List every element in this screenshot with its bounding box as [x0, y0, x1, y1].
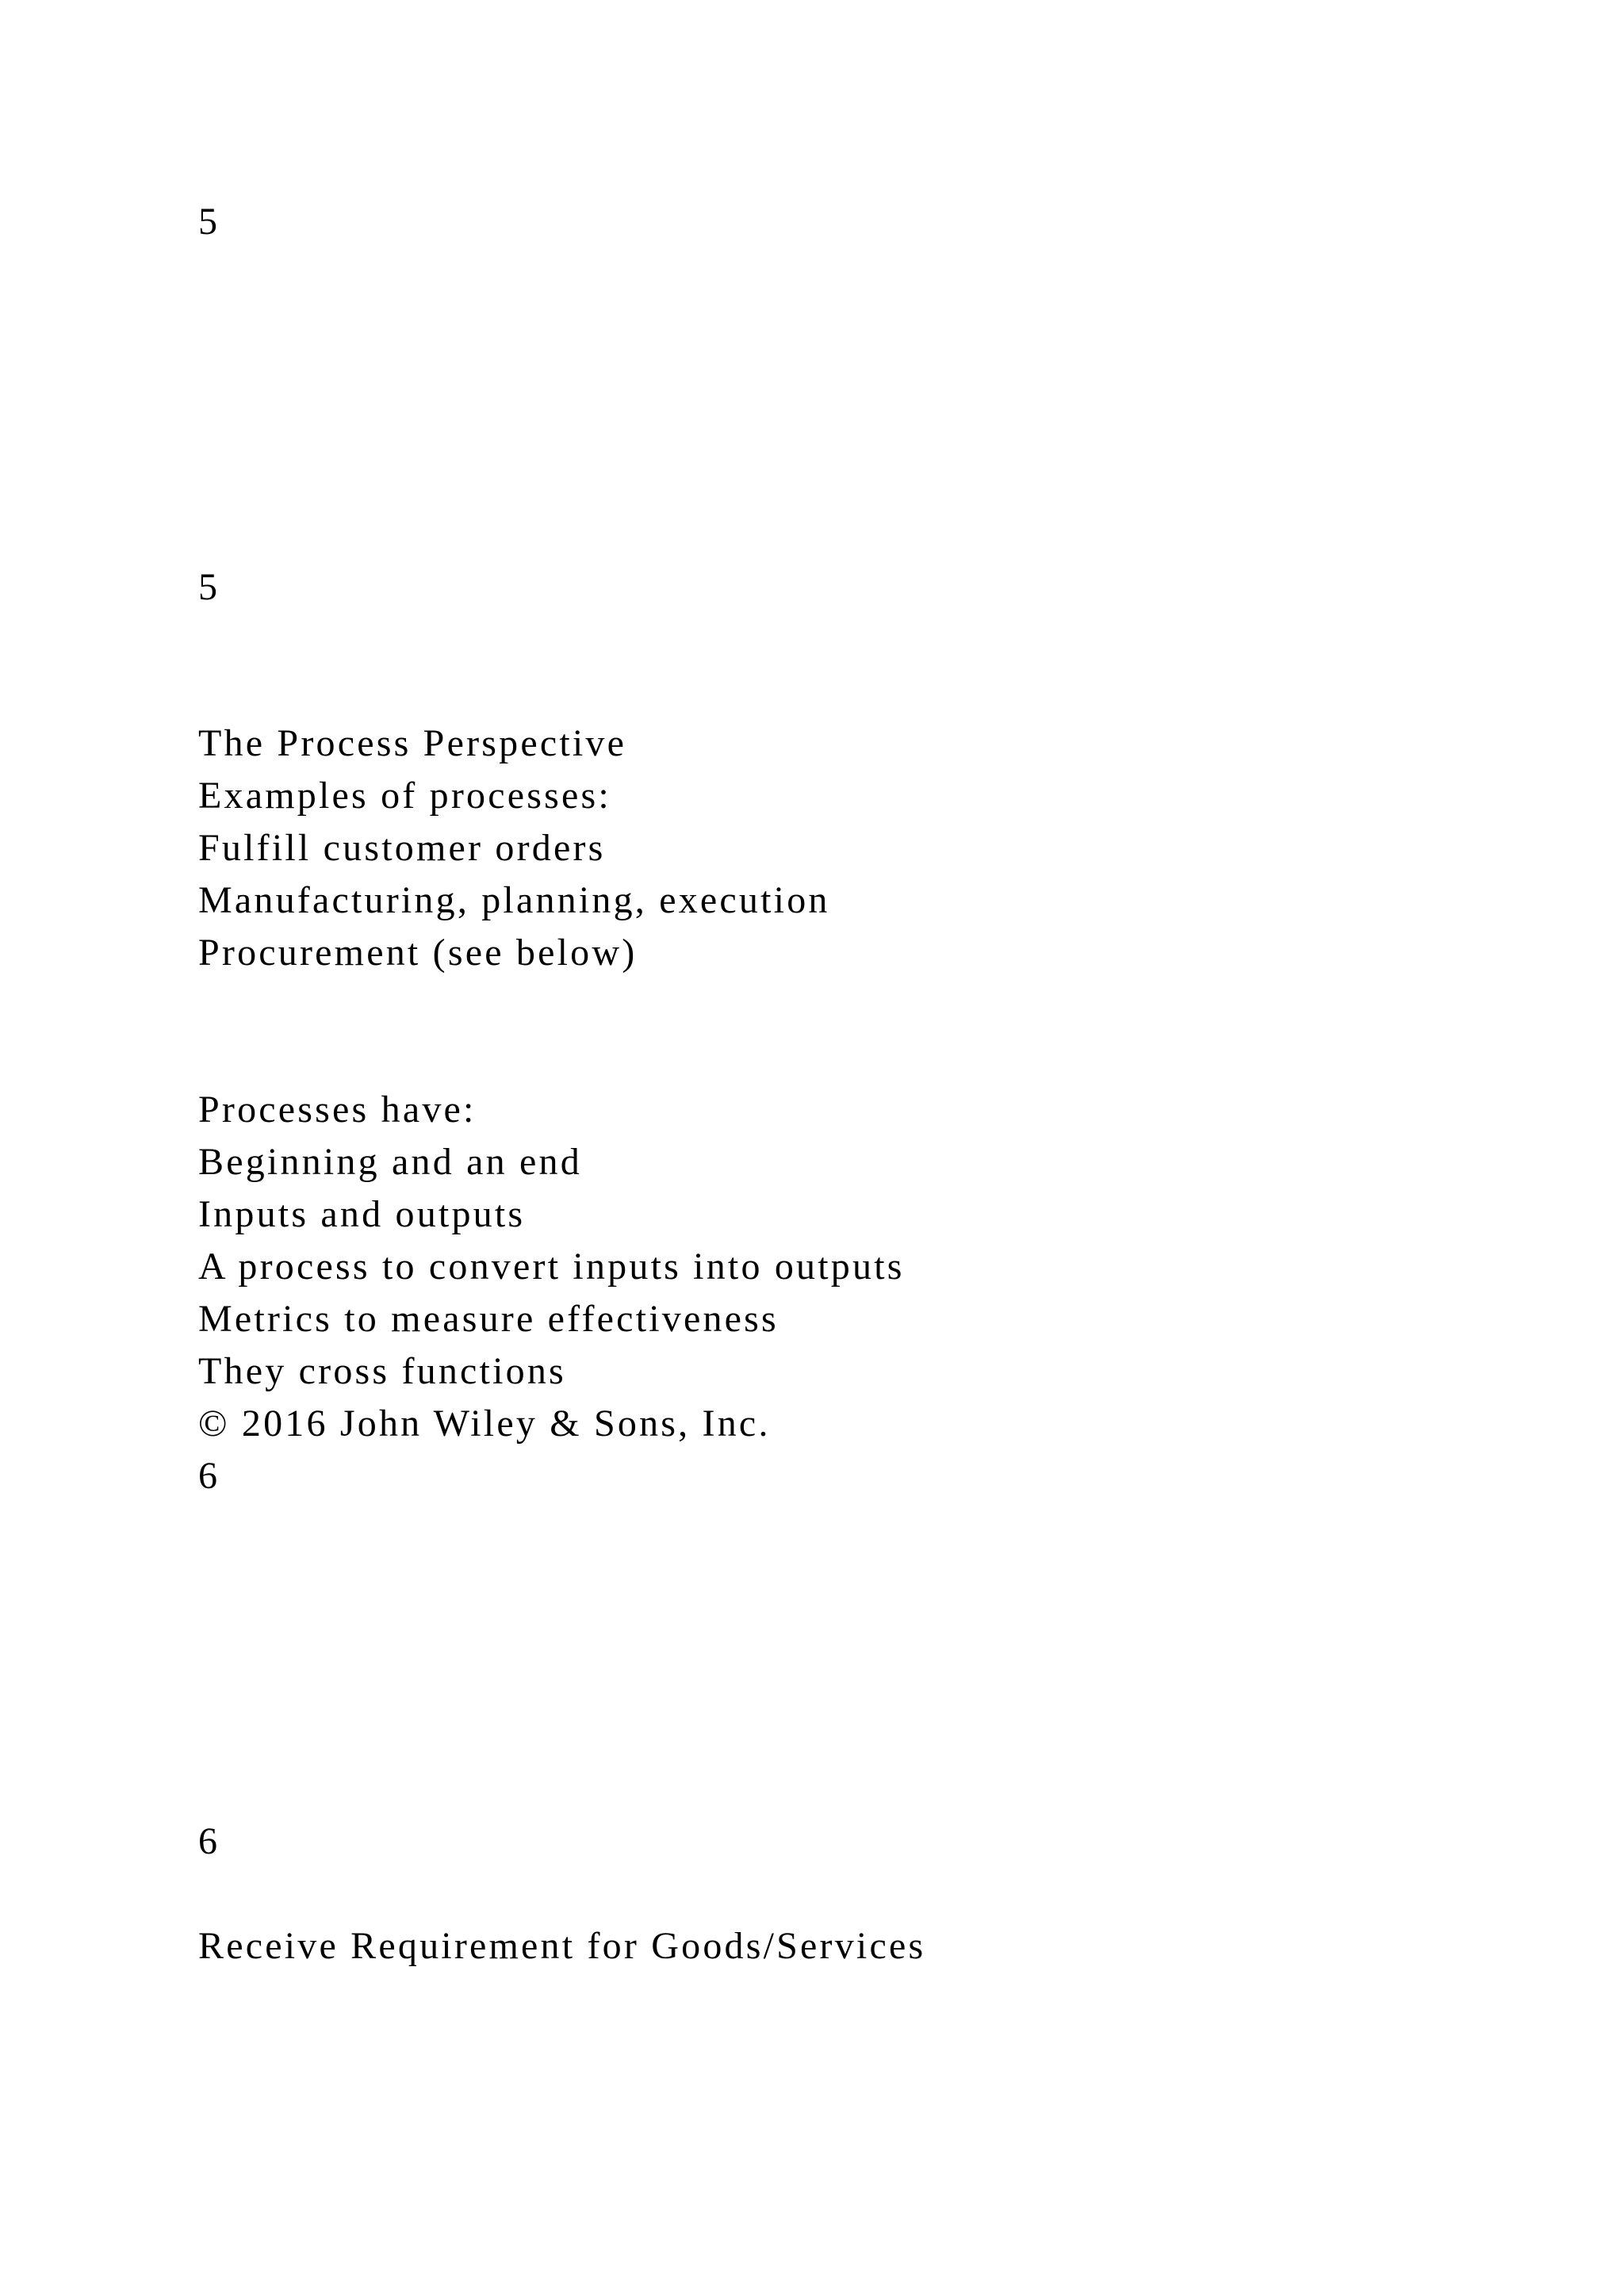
page-number: 5: [198, 566, 220, 608]
section-heading: The Process Perspective: [198, 722, 627, 764]
text-line: Examples of processes:: [198, 775, 611, 817]
page-number: 6: [198, 1455, 220, 1497]
text-line: Procurement (see below): [198, 932, 638, 974]
text-line: Processes have:: [198, 1089, 477, 1131]
text-line: They cross functions: [198, 1350, 566, 1392]
section-heading: Receive Requirement for Goods/Services: [198, 1925, 926, 1967]
text-line: Metrics to measure effectiveness: [198, 1298, 779, 1340]
text-line: Fulfill customer orders: [198, 827, 606, 869]
text-line: A process to convert inputs into outputs: [198, 1246, 905, 1288]
page-number: 6: [198, 1820, 220, 1862]
page-number: 5: [198, 201, 220, 243]
copyright-line: © 2016 John Wiley & Sons, Inc.: [198, 1402, 771, 1445]
text-line: Beginning and an end: [198, 1141, 582, 1183]
text-line: Manufacturing, planning, execution: [198, 879, 830, 921]
text-line: Inputs and outputs: [198, 1193, 526, 1235]
